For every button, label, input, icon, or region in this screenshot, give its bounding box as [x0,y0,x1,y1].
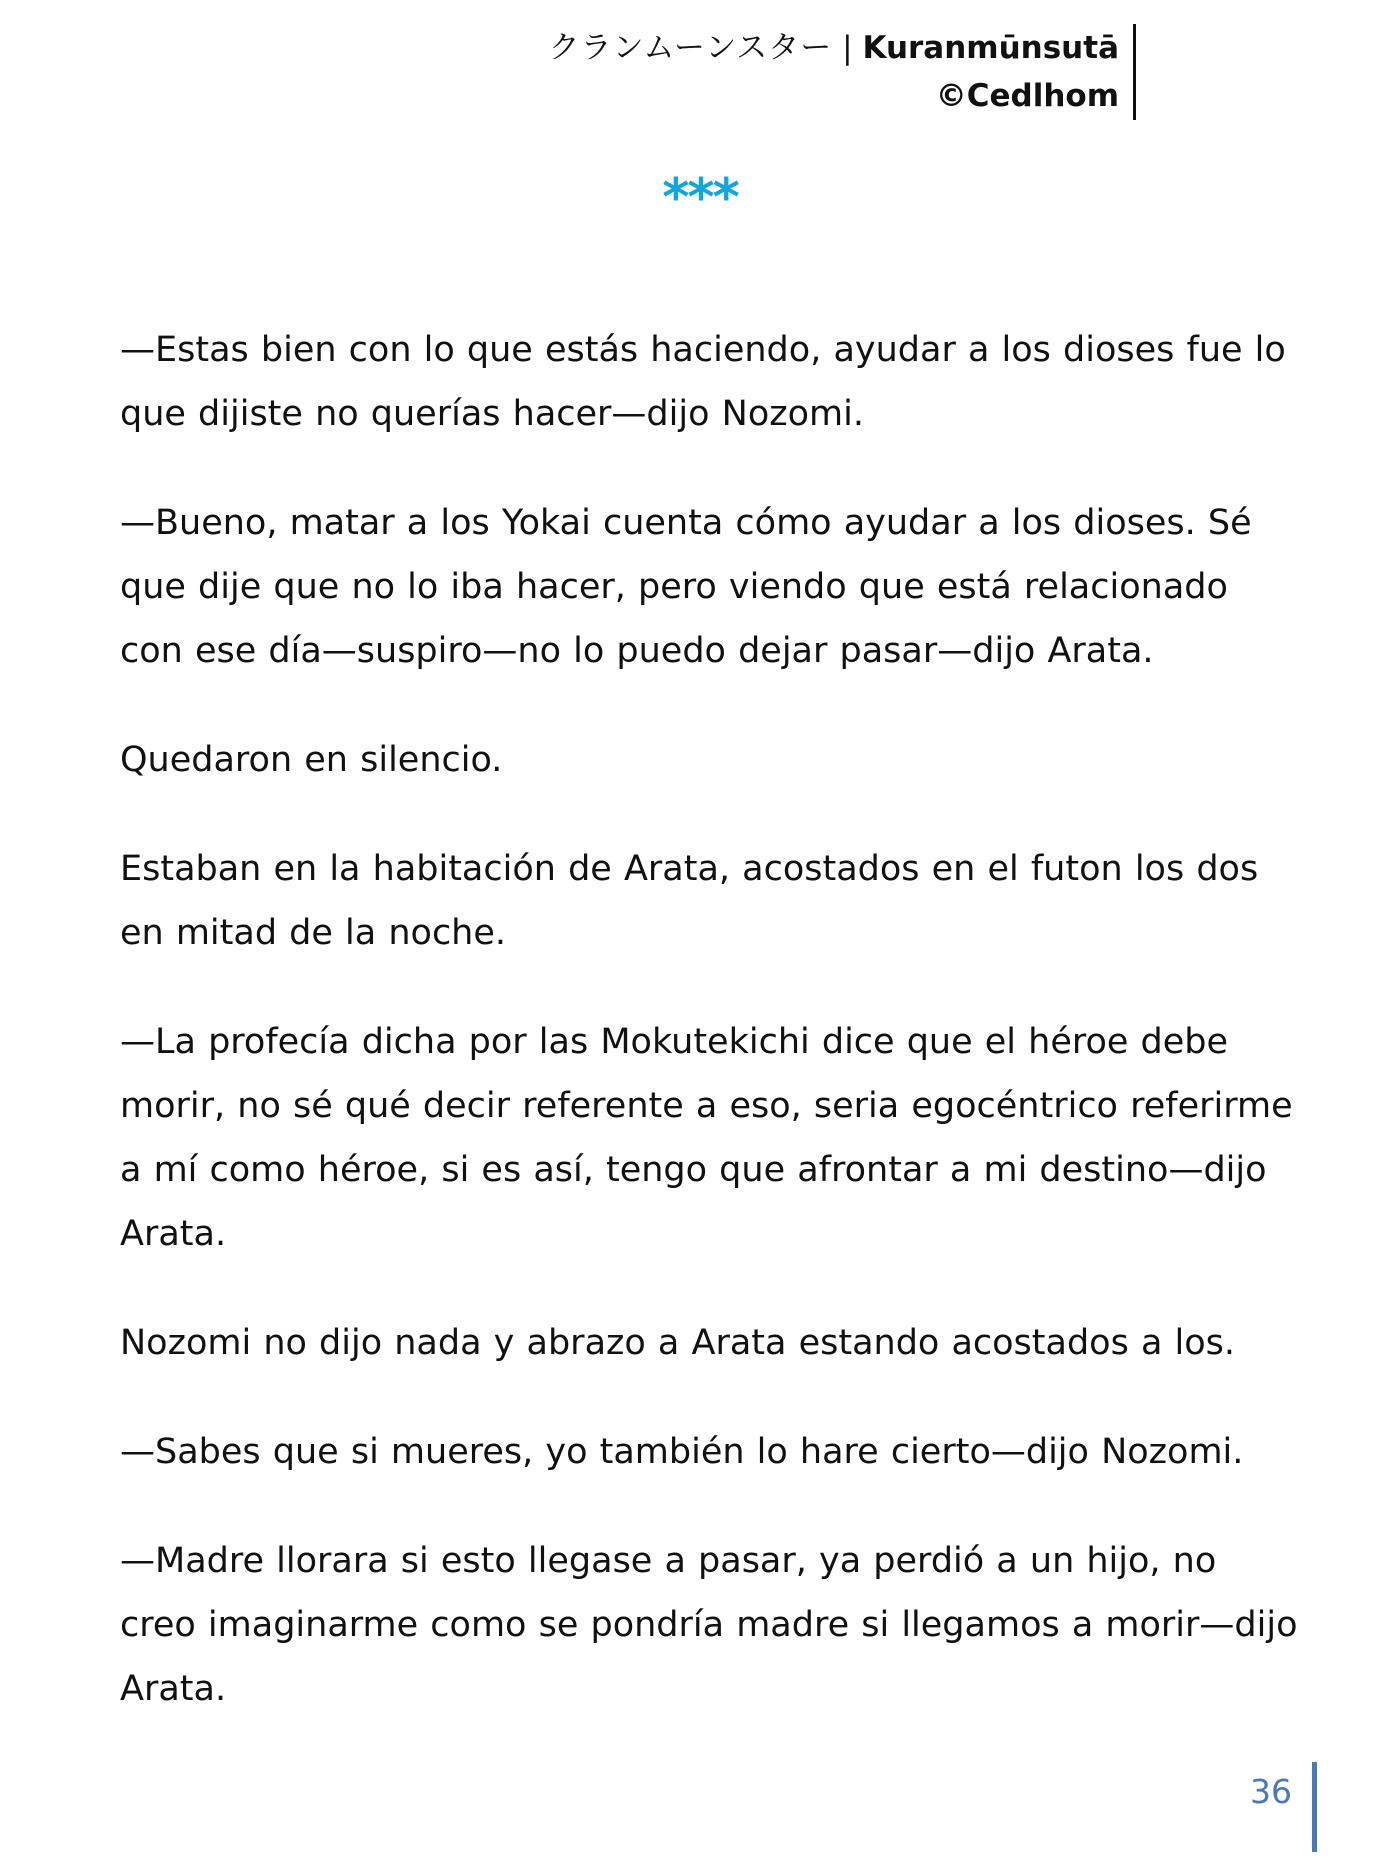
header-title-romaji: Kuranmūnsutā [862,30,1119,66]
page-number-marker [1250,1762,1317,1852]
header-title-line [419,24,1119,72]
header-separator: | [832,30,863,66]
chapter-body [120,318,1300,1766]
paragraph-4: Estaban en la habitación de Arata, acostados en el futon los dos en mitad de la noche. [120,849,1259,953]
paragraph-5: —La profecía dicha por las Mokutekichi dice que el héroe debe morir, no sé qué decir referente a eso, seria egocéntrico referirme a mí como héroe, si es así, tengo que afrontar a mi destino—dijo Arata. [120,1022,1293,1254]
page-number: 36 [1250,1772,1292,1811]
paragraph-6: Nozomi no dijo nada y abrazo a Arata estando acostados a los. [120,1323,1236,1363]
header-title-japanese: クランムーンスター [548,30,833,66]
running-header [419,24,1136,120]
paragraph-3: Quedaron en silencio. [120,740,503,780]
scene-break-asterisks: *** [662,168,738,228]
paragraph-1: —Estas bien con lo que estás haciendo, ayudar a los dioses fue lo que dijiste no querías hacer—dijo Nozomi. [120,330,1286,434]
paragraph-7: —Sabes que si mueres, yo también lo hare cierto—dijo Nozomi. [120,1432,1244,1472]
header-copyright: ©Cedlhom [935,78,1119,114]
paragraph-2: —Bueno, matar a los Yokai cuenta cómo ayudar a los dioses. Sé que dije que no lo iba hacer, pero viendo que está relacionado con ese día—suspiro—no lo puedo dejar pasar—dijo Arata. [120,503,1252,671]
paragraph-8: —Madre llorara si esto llegase a pasar, ya perdió a un hijo, no creo imaginarme como se pondría madre si llegamos a morir—dijo Arata. [120,1541,1298,1709]
